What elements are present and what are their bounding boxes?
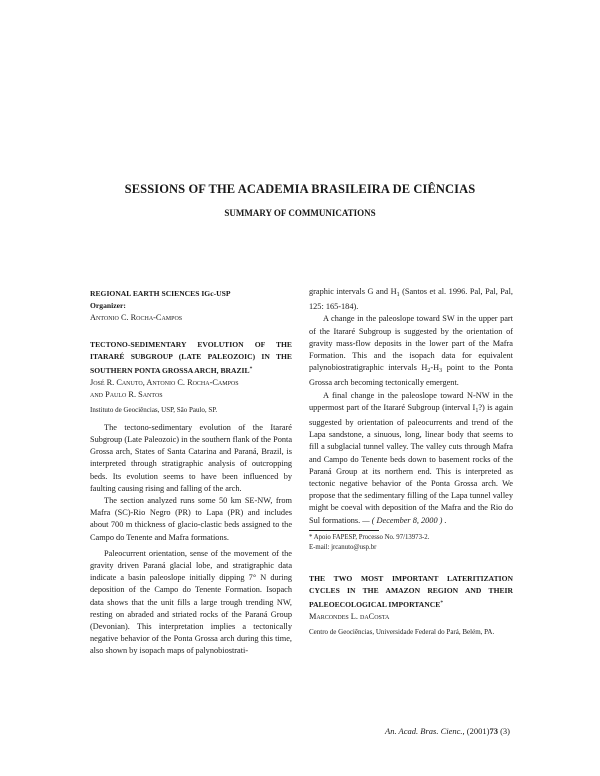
article1-authors-line2: and Paulo R. Santos (90, 390, 163, 400)
article1-footnote-funding: * Apoio FAPESP, Processo No. 97/13973-2. (309, 533, 430, 541)
article2-title: THE TWO MOST IMPORTANT LATERITIZATION CYCLES IN THE AMAZON REGION AND THEIR PALEOECOLOGICAL IMPORTANCE* (309, 573, 513, 610)
footnote-divider (309, 530, 379, 531)
left-column (90, 288, 292, 658)
organizer-name: Antonio C. Rocha-Campos (90, 313, 183, 323)
article1-paragraph-5: A final change in the paleoslope toward N-NW in the uppermost part of the Itararé Subgroup (interval $I_1$?) is again suggested by orientation of paleocurrents and trend of the Lapa sandstone, a sinuous, long, linear body that seems to fill a subglacial tunnel valley. The valley cuts through Mafra and Campo do Tenente beds down to basement rocks of the Paraná Group at its northern end. This is interpreted as tectonic negative behavior of the Ponta Grossa arch. We propose that the sedimentary filling of the Lapa tunnel valley might be coeval with deposition of the Mafra and the Rio do Sul formations. — ( December 8, 2000 ) . (309, 390, 513, 525)
article2-title-mark: * (440, 600, 444, 607)
article1-title-mark: * (249, 366, 253, 373)
article1-paragraph-4: A change in the paleoslope toward SW in the upper part of the Itararé Subgroup is suggested by the orientation of gravity mass-flow deposits in the lower part of the Mafra Formation. This and the isopach data for equivalent palynobiostratigraphic intervals $H_2-H_3$ point to the Ponta Grossa arch becoming tectonically emergent. (309, 314, 513, 388)
page-subtitle: SUMMARY OF COMMUNICATIONS (224, 208, 376, 218)
article1-paragraph-3-continued: graphic intervals G and $H_1$ (Santos et al. 1996. Pal, Pal, Pal, 125: 165-184). (309, 287, 513, 312)
organizer-label: Organizer: (90, 301, 126, 311)
right-column (309, 286, 513, 644)
article1-paragraph-3: Paleocurrent orientation, sense of the movement of the gravity driven Paraná glacial lobe, and stratigraphic data indicate a basin paleoslope initially dipping 7° N during deposition of the Campo do Tenente Formation. Isopach data shows that the unit fills a large trough trending NW, resting on abraded and striated rocks of the Paraná Group (Devonian). This interpretation implies a tectonically negative behavior of the Ponta Grossa arch during this time, also shown by isopach maps of palynobiostrati- (90, 548, 292, 656)
article1-paragraph-2: The section analyzed runs some 50 km SE-NW, from Mafra (SC)-Rio Negro (PR) to Lapa (PR) and includes about 700 m thickness of glacio-clastic beds assigned to the Campo do Tenente and Mafra formations. (90, 496, 292, 542)
article2-institution: Centro de Geociências, Universidade Federal do Pará, Belém, PA. (309, 627, 495, 636)
article1-paragraph-1: The tectono-sedimentary evolution of the Itararé Subgroup (Late Paleozoic) in the southern flank of the Ponta Grossa arch, States of Santa Catarina and Paraná, Brazil, is interpreted through stratigraphic analysis of outcropping beds. Its evolution seems to have been influenced by faulting causing rising and falling of the arch. (90, 422, 292, 493)
article1-authors: José R. Canuto, Antonio C. Rocha-Campos (90, 378, 239, 388)
page-footer: An. Acad. Bras. Cienc., (2001)73 (3) (385, 726, 510, 736)
article1-institution: Instituto de Geociências, USP, São Paulo, SP. (90, 405, 218, 414)
article1-title: TECTONO-SEDIMENTARY EVOLUTION OF THE ITARARÉ SUBGROUP (LATE PALEOZOIC) IN THE SOUTHERN PONTA GROSSA ARCH, BRAZIL* (90, 339, 292, 376)
article1-date: — ( December 8, 2000 ) . (362, 515, 447, 525)
article2-author: Marcondes L. daCosta (309, 612, 390, 622)
session-heading: REGIONAL EARTH SCIENCES IGc-USP (90, 289, 231, 298)
page-title: SESSIONS OF THE ACADEMIA BRASILEIRA DE CIÊNCIAS (124, 182, 476, 196)
article1-footnote-email: E-mail: jrcanuto@usp.br (309, 543, 377, 551)
